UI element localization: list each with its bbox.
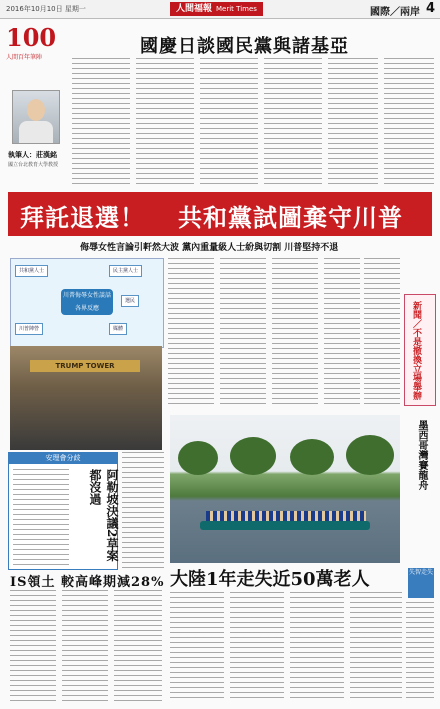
is-territory-headline: IS領土 較高峰期減28% [10,575,165,590]
issue-date: 2016年10月10日 星期一 [6,5,86,13]
infographic-bubble: 媒體 [109,323,127,335]
dragon-boat-hull [200,521,370,530]
dragon-boat-photo [170,415,400,563]
author-shirt [19,121,53,143]
boat-caption: 墨西哥灣賽龍舟 [416,420,427,490]
editorial-title: 國慶日談國民黨與諸基亞 [140,36,349,57]
brand-name: 人間福報 [176,4,213,14]
photo-tree [346,435,394,475]
infographic-bubble: 川普陣營 [15,323,43,335]
lead-subheadline: 侮辱女性言論引軒然大波 黨內重量級人士紛與切割 川普堅持不退 [80,243,339,253]
infographic-bubble: 選民 [121,295,139,307]
side-text-col [122,452,164,568]
editorial-text-col-5 [328,58,378,186]
logo-number: 100 [6,23,57,52]
pink-box-title: 新聞／不是撤換立場舉辦 [411,301,421,400]
photo-tree [290,439,334,475]
page-header [0,0,440,19]
masthead-brand [170,2,263,16]
is-text-col-1 [10,590,56,702]
china-text-col-5 [406,602,434,702]
security-council-box [8,452,118,570]
infographic-bubble: 民主黨人士 [109,265,142,277]
headline-part-2: 共和黨試圖棄守川普 [178,203,403,232]
infographic-title: 川普侮辱女性談話各界反應 [61,289,113,315]
author-name: 執筆人：莊漢銘 [8,151,57,159]
lead-text-col-4 [324,258,360,408]
rowers [206,511,366,521]
column-logo [6,23,56,61]
author-photo [12,90,60,144]
lead-text-col-3 [272,258,318,408]
box-tag: 安理會分歧 [9,453,117,464]
elderly-missing-headline: 大陸1年走失近50萬老人 [170,569,370,590]
photo-tree [178,441,218,475]
editorial-text-col-1 [72,58,130,186]
topic-tag: 失智走失 [408,568,434,598]
infographic-bubble: 共和黨人士 [15,265,48,277]
china-text-col-4 [350,592,402,702]
trump-tower-photo [10,346,162,450]
boat-caption-box [402,420,434,550]
author-org: 國立台北教育大學教授 [8,162,59,168]
logo-caption: 人間百年筆陣 [6,54,43,61]
lead-text-col-2 [220,258,266,408]
is-text-col-3 [114,590,162,702]
editorial-text-col-3 [200,58,258,186]
box-text [13,469,69,565]
photo-tree [230,437,276,475]
china-text-col-2 [230,592,284,702]
lead-text-col-5 [364,258,400,408]
is-text-col-2 [62,590,108,702]
editorial-text-col-4 [264,58,322,186]
author-face [27,99,45,121]
editorial-text-col-6 [384,58,434,186]
box-vertical-title: 阿勒坡決議2草案都沒過 [88,469,119,562]
lead-headline-banner [8,192,432,236]
editorial-text-col-2 [136,58,194,186]
china-text-col-1 [170,592,224,702]
reaction-infographic [10,258,164,348]
headline-part-1: 拜託退選！ [20,203,145,232]
lead-text-col-1 [168,258,214,408]
china-text-col-3 [290,592,344,702]
trump-tower-sign: TRUMP TOWER [30,360,140,372]
brand-english: Merit Times [216,5,257,13]
right-pink-box [404,294,436,406]
section-name: 國際／兩岸 [370,7,420,18]
page-number: 4 [425,1,435,16]
